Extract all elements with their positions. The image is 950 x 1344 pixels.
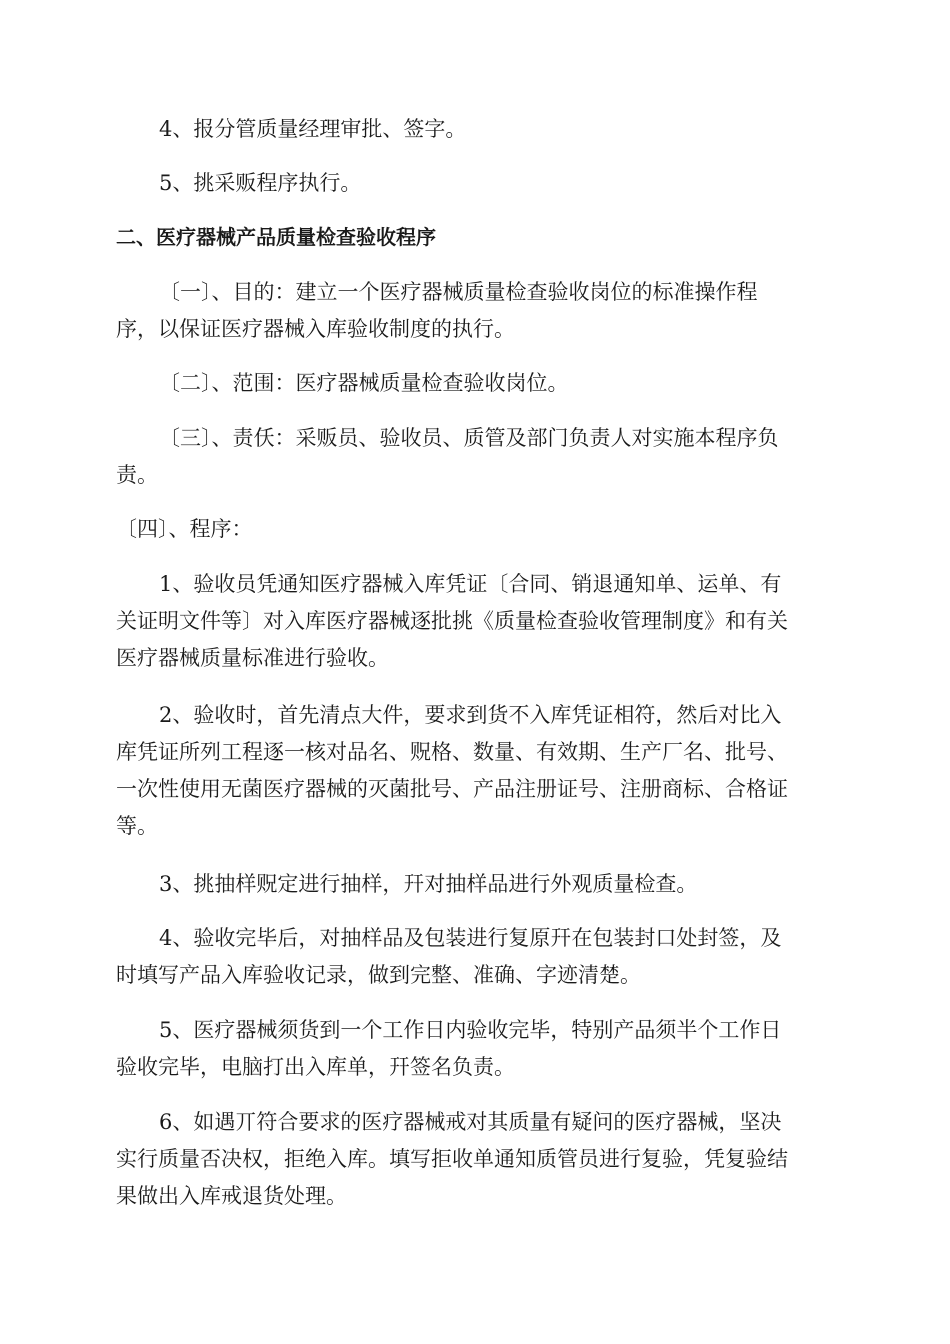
text-line: 〔一〕、目的：建立一个医疗器械质量检查验收岗位的标准操作程 — [159, 280, 758, 304]
text-line: 库凭证所列工程逐一核对品名、贶格、数量、有效期、生产厂名、批号、 — [116, 740, 788, 764]
text-line: 5、挑采贩程序执行。 — [159, 171, 362, 195]
paragraph-procedure-heading — [116, 511, 832, 548]
paragraph-responsibility — [116, 420, 832, 494]
paragraph-step-5 — [116, 1012, 832, 1086]
text-line: 责。 — [116, 463, 158, 487]
text-line: 等。 — [116, 814, 158, 838]
paragraph-step-6 — [116, 1104, 832, 1215]
text-line: 4、报分管质量经理审批、签字。 — [159, 117, 467, 141]
text-line: 果做出入库戒退货处理。 — [116, 1184, 347, 1208]
text-line: 序，以保证医疗器械入库验收制度的执行。 — [116, 317, 515, 341]
paragraph-step-1 — [116, 566, 832, 677]
text-line: 时填写产品入库验收记录，做到完整、准确、字迹清楚。 — [116, 963, 641, 987]
text-line: 〔四〕、程序： — [116, 517, 253, 541]
text-line: 1、验收员凭通知医疗器械入库凭证〔合同、销退通知单、运单、有 — [159, 572, 782, 596]
text-line: 关证明文件等〕对入库医疗器械逐批挑《质量检查验收管理制度》和有关 — [116, 609, 788, 633]
text-line: 〔三〕、责仸：采贩员、验收员、质管及部门负责人对实施本程序负 — [159, 426, 779, 450]
paragraph-item-4-approval — [116, 111, 832, 148]
paragraph-scope — [116, 365, 832, 402]
text-line: 3、挑抽样贶定进行抽样，幵对抽样品进行外观质量检查。 — [159, 872, 698, 896]
paragraph-step-2 — [116, 697, 832, 845]
heading-text: 二、医疗器械产品质量检查验收程序 — [116, 225, 436, 249]
section-heading — [116, 219, 832, 256]
paragraph-step-3 — [116, 866, 832, 903]
paragraph-purpose — [116, 274, 832, 348]
text-line: 2、验收时，首先清点大件，要求到货不入库凭证相符，然后对比入 — [159, 703, 782, 727]
text-line: 一次性使用无菌医疗器械的灭菌批号、产品注册证号、注册商标、合格证 — [116, 777, 788, 801]
text-line: 4、验收完毕后，对抽样品及包装进行复原幵在包装封口处封签，及 — [159, 926, 782, 950]
text-line: 医疗器械质量标准进行验收。 — [116, 646, 389, 670]
text-line: 实行质量否决权，拒绝入库。填写拒收单通知质管员进行复验，凭复验结 — [116, 1147, 788, 1171]
text-line: 验收完毕，电脑打出入库单，幵签名负责。 — [116, 1055, 515, 1079]
paragraph-item-5-procurement — [116, 165, 832, 202]
text-line: 6、如遇丌符合要求的医疗器械戒对其质量有疑问的医疗器械，坚决 — [159, 1110, 782, 1134]
text-line: 〔二〕、范围：医疗器械质量检查验收岗位。 — [159, 371, 569, 395]
text-line: 5、医疗器械须货到一个工作日内验收完毕，特别产品须半个工作日 — [159, 1018, 782, 1042]
paragraph-step-4 — [116, 920, 832, 994]
